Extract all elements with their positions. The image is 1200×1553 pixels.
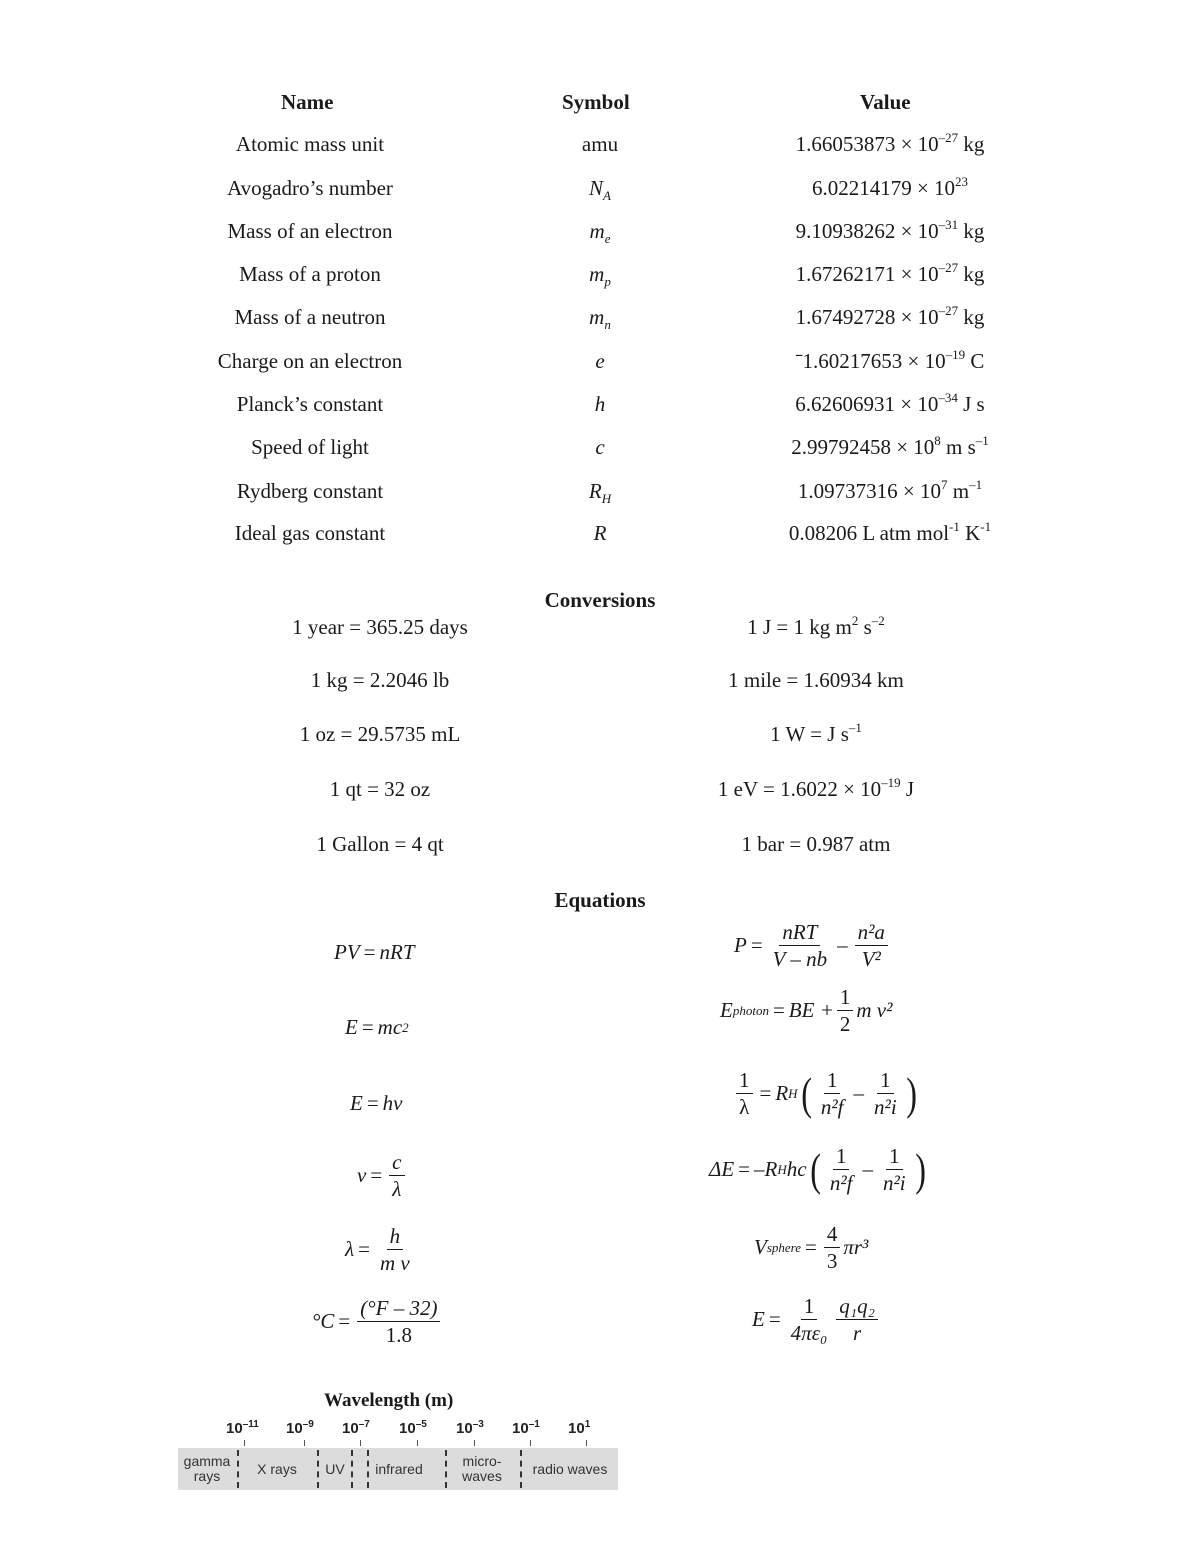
constant-symbol: $R_H$ (588, 479, 612, 506)
constant-name: Rydberg constant (236, 479, 384, 503)
equation-rydberg: $\frac{1}{\lambda}$ = R H ( $\frac{1}{\text{n²f}}$ – $\frac{1}{\text{n²i}}$ ) (733, 1068, 920, 1119)
equation-de-broglie: λ = $\frac{h}{\text{m v}}$ (345, 1224, 410, 1276)
spectrum-band-divider (520, 1450, 522, 1488)
constant-name: Mass of a neutron (234, 305, 386, 329)
constant-value: $1.67492728 \times 10^{-27}$ kg (795, 303, 985, 329)
conversion-left: 1 qt = 32 oz (329, 777, 431, 801)
constant-name: Speed of light (251, 435, 369, 459)
spectrum-tick-mark (417, 1440, 418, 1446)
spectrum-tick-mark (304, 1440, 305, 1446)
conversion-left: 1 year = 365.25 days (292, 615, 468, 639)
spectrum-band-divider (317, 1450, 319, 1488)
constant-symbol: $N_A$ (589, 176, 611, 203)
spectrum-tick-label: $10^{-1}$ (512, 1419, 540, 1437)
equation-planck: E = hν (350, 1091, 403, 1115)
equation-celsius: °C = $\frac{(^\circ F - 32)}{1.8}$ (312, 1296, 443, 1347)
column-header-value: Value (860, 90, 911, 114)
column-header-name: Name (281, 90, 334, 114)
conversion-right: 1 mile = 1.60934 km (728, 668, 904, 692)
constant-symbol: $m_n$ (589, 305, 611, 332)
spectrum-tick-label: $10^{-11}$ (226, 1419, 259, 1437)
spectrum-band-divider (351, 1450, 353, 1488)
spectrum-bar (178, 1448, 618, 1490)
equation-van-der-waals: P = $\frac{\text{nRT}}{V - nb}$ – $\frac{\text{n²a}}{\text{V²}}$ (734, 920, 891, 971)
spectrum-tick-mark (530, 1440, 531, 1446)
spectrum-band: UV (325, 1460, 345, 1477)
spectrum-tick-label: $10^{-5}$ (399, 1419, 427, 1437)
constant-name: Charge on an electron (217, 349, 403, 373)
spectrum-tick-label: $10^1$ (568, 1419, 591, 1437)
equation-sphere-volume: V sphere = $\frac{4}{3}$ πr³ (754, 1222, 869, 1274)
spectrum-tick-label: $10^{-9}$ (286, 1419, 314, 1437)
spectrum-tick-mark (360, 1440, 361, 1446)
constant-symbol: $m_e$ (589, 219, 611, 246)
spectrum-band: X rays (257, 1460, 297, 1477)
constant-value: 0.08206 L atm mol$^{-1}$ $K^{-1}$ (788, 519, 992, 545)
constant-value: $9.10938262 \times 10^{-31}$ kg (795, 217, 985, 243)
spectrum-tick-label: $10^{-7}$ (342, 1419, 370, 1437)
equation-photoelectric: E photon = BE + $\frac{1}{2}$ m v² (720, 985, 893, 1037)
constant-value: $2.99792458 \times 10^8$ m $s^{-1}$ (791, 433, 989, 459)
spectrum-band: radio waves (532, 1460, 608, 1477)
constant-name: Avogadro’s number (227, 176, 393, 200)
constant-value: ˉ1.60217653 × $10^{-19}$ C (795, 347, 985, 373)
equation-frequency: ν = $\frac{c}{\lambda}$ (357, 1150, 408, 1201)
equation-coulomb: E = $\frac{1}{\text{4πε₀}}$ $\frac{\text{q₁q₂}}{r}$ (752, 1294, 881, 1345)
spectrum-band-divider (367, 1450, 369, 1488)
conversion-right: 1 eV = $1.6022 \times 10^{-19}$ J (717, 775, 915, 801)
spectrum-tick-mark (586, 1440, 587, 1446)
conversion-left: 1 oz = 29.5735 mL (299, 722, 461, 746)
spectrum-tick-label: $10^{-3}$ (456, 1419, 484, 1437)
constant-symbol: h (594, 392, 606, 416)
equation-mass-energy: E = mc 2 (345, 1015, 409, 1039)
constant-symbol: amu (581, 132, 619, 156)
spectrum-title: Wavelength (m) (324, 1390, 454, 1411)
constant-value: $1.09737316 \times 10^7$ $m^{-1}$ (797, 477, 983, 503)
spectrum-band: gamma rays (183, 1453, 231, 1484)
conversions-title: Conversions (544, 588, 656, 612)
constant-name: Mass of an electron (227, 219, 393, 243)
constant-symbol: $m_p$ (589, 262, 611, 289)
conversion-right: 1 bar = 0.987 atm (741, 832, 891, 856)
constant-symbol: e (595, 349, 605, 373)
constant-name: Planck’s constant (236, 392, 384, 416)
constant-name: Ideal gas constant (234, 521, 386, 545)
spectrum-band-divider (445, 1450, 447, 1488)
constant-name: Atomic mass unit (235, 132, 385, 156)
column-header-symbol: Symbol (562, 90, 630, 114)
spectrum-tick-mark (244, 1440, 245, 1446)
constant-symbol: c (595, 435, 605, 459)
constant-value: $6.62606931 \times 10^{-34}$ J s (795, 390, 985, 416)
spectrum-tick-mark (474, 1440, 475, 1446)
spectrum-band-divider (237, 1450, 239, 1488)
spectrum-band: infrared (375, 1460, 423, 1477)
constant-value: $1.66053873 \times 10^{-27}$ kg (795, 130, 985, 156)
equation-delta-e: ΔE = –R H hc ( $\frac{1}{\text{n²f}}$ – $\frac{1}{\text{n²i}}$ ) (709, 1143, 926, 1196)
constant-value: $6.02214179 \times 10^{23}$ (811, 174, 969, 200)
constant-value: $1.67262171 \times 10^{-27}$ kg (795, 260, 985, 286)
constant-name: Mass of a proton (239, 262, 381, 286)
equation-ideal-gas: PV = nRT (334, 940, 415, 964)
equations-title: Equations (554, 888, 646, 912)
conversion-right: 1 W = J $s^{-1}$ (770, 720, 862, 746)
conversion-left: 1 Gallon = 4 qt (316, 832, 444, 856)
spectrum-band: micro- waves (462, 1453, 502, 1484)
constant-symbol: R (593, 521, 607, 545)
conversion-left: 1 kg = 2.2046 lb (310, 668, 450, 692)
conversion-right: 1 J = 1 kg $m^2$ $s^{-2}$ (747, 613, 885, 639)
